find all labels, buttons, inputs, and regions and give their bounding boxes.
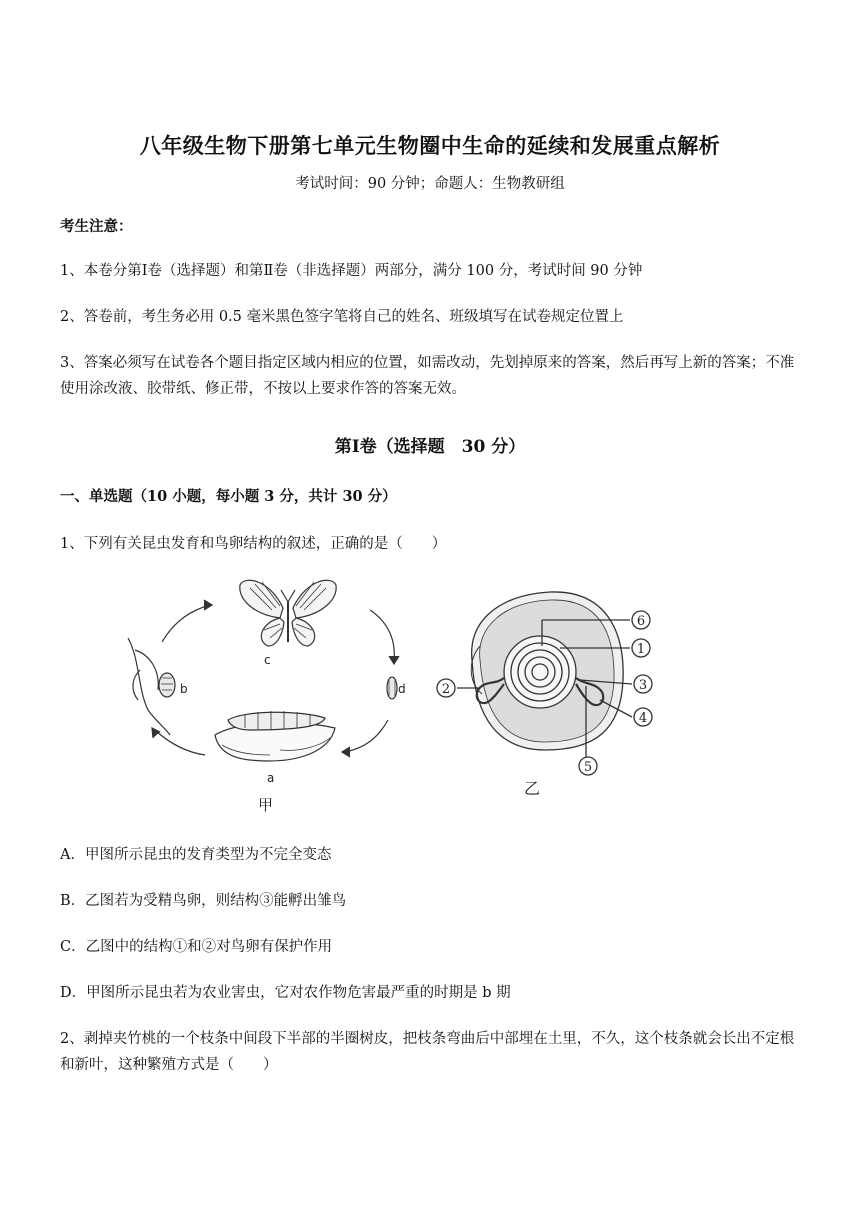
- label-4: 4: [638, 711, 648, 726]
- label-a: a: [267, 771, 275, 785]
- label-3: 3: [638, 678, 648, 693]
- insect-life-cycle-diagram: [128, 580, 399, 761]
- figure-jia-caption: 甲: [258, 796, 274, 814]
- question-1-stem: 1、下列有关昆虫发育和鸟卵结构的叙述，正确的是（ ）: [60, 536, 447, 552]
- label-b: b: [180, 682, 188, 696]
- bird-egg-diagram: [437, 592, 652, 775]
- notice-item-1: 1、本卷分第Ⅰ卷（选择题）和第Ⅱ卷（非选择题）两部分，满分 100 分，考试时间 90 分钟: [60, 263, 643, 279]
- option-b[interactable]: B．乙图若为受精鸟卵，则结构③能孵出雏鸟: [60, 893, 347, 909]
- option-d[interactable]: D．甲图所示昆虫若为农业害虫，它对农作物危害最严重的时期是 b 期: [60, 985, 511, 1001]
- larva-on-leaf-icon: [215, 711, 335, 761]
- option-a[interactable]: A．甲图所示昆虫的发育类型为不完全变态: [60, 847, 332, 863]
- pupa-on-branch-icon: [128, 638, 175, 735]
- label-2: 2: [441, 682, 451, 697]
- label-1: 1: [636, 642, 646, 657]
- part-heading: 一、单选题（10 小题，每小题 3 分，共计 30 分）: [60, 488, 397, 505]
- label-d: d: [398, 682, 406, 696]
- label-5: 5: [583, 760, 593, 775]
- notice-item-2: 2、答卷前，考生务必用 0.5 毫米黑色签字笔将自己的姓名、班级填写在试卷规定位置上: [60, 309, 624, 325]
- label-c: c: [264, 653, 271, 667]
- page-title: 八年级生物下册第七单元生物圈中生命的延续和发展重点解析: [139, 133, 721, 158]
- notice-item-3: 3、答案必须写在试卷各个题目指定区域内相应的位置，如需改动，先划掉原来的答案，然后再写上新的答案；不准使用涂改液、胶带纸、修正带，不按以上要求作答的答案无效。: [60, 355, 795, 397]
- question-1-figure: [0, 560, 860, 820]
- section-title: 第Ⅰ卷（选择题 30 分）: [334, 437, 526, 457]
- exam-info: 考试时间：90 分钟；命题人：生物教研组: [295, 176, 565, 192]
- butterfly-adult-icon: [240, 580, 336, 646]
- option-c[interactable]: C．乙图中的结构①和②对鸟卵有保护作用: [60, 939, 333, 955]
- label-6: 6: [636, 614, 646, 629]
- question-2-stem: 2、剥掉夹竹桃的一个枝条中间段下半部的半圈树皮，把枝条弯曲后中部埋在土里，不久，这个枝条就会长出不定根和新叶，这种繁殖方式是（ ）: [60, 1031, 795, 1073]
- figure-yi-caption: 乙: [524, 779, 541, 798]
- notice-heading: 考生注意：: [60, 218, 133, 235]
- eggs-icon: [387, 677, 397, 699]
